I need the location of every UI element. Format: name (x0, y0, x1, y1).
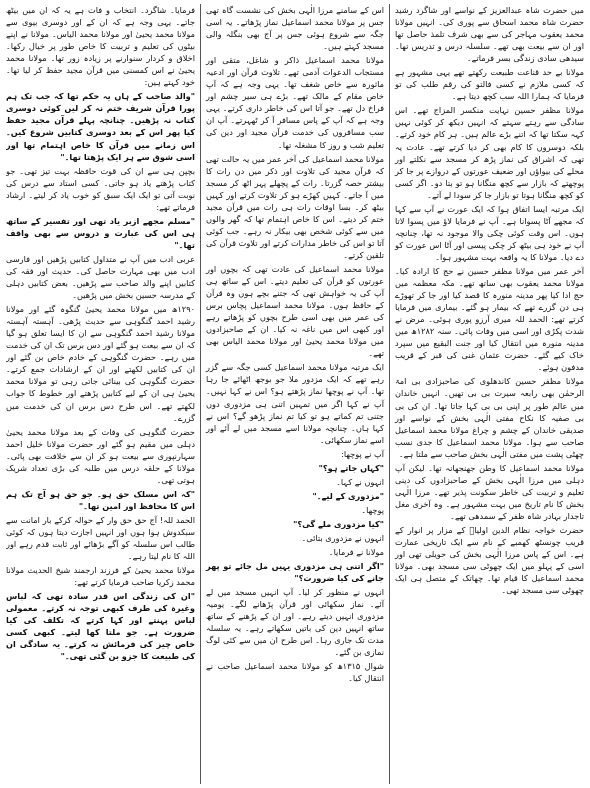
dialogue-quote: "اگر اتنی ہی مزدوری یہیں مل جائے تو پھر جانے کی کیا ضرورت؟" (206, 561, 384, 584)
dialogue-line: انہوں نے کہا۔ (336, 476, 384, 487)
paragraph: مولانا محمد یحییٰ کے فرزند ارجمند شیخ الحدیث مولانا محمد زکریا صاحب فرمایا کرتے تھے: (6, 565, 195, 588)
dialogue-quote: "کہاں جاتے ہو؟" (318, 462, 384, 473)
paragraph: مولانا محمد اسماعیل کا وطن جھنجھانہ تھا۔ لیکن آپ دہلی میں مرزا الٰہی بخش کے صاحبزادوں کی دینی تعلیم و تربیت کی خاطر سکونت پذیر تھے۔ مرزا الٰہی بخش کا نام تاریخ میں بہت مشہور ہے۔ وہ آخری مغل تاجدار بہادر شاہ ظفر کے سمدھی تھے۔ (395, 462, 584, 521)
paragraph: ۱۲۹۰ھ میں مولانا محمد یحییٰ گنگوہ گئے اور مولانا رشید احمد گنگوہی سے حدیث پڑھی۔ آہستہ آہستہ مولانا رشید احمد گنگوہی سے ان کا ایسا تعلق ہو گیا کہ ان سے بیعت ہو گئے اور دس برس تک ان کی خدمت میں رہے۔ حضرت گنگوہی کے خادم خاص بن گئے اور ان کی کتابیں لکھتے اور ان کے ارشادات جمع کرتے۔ حضرت گنگوہی کی بینائی جاتی رہی تو مولانا محمد یحییٰ ہی ان کے لیے کتابیں پڑھتے اور خطوط کا جواب لکھتے تھے۔ اس طرح دس برس ان کی خدمت میں گزرے۔ (6, 304, 195, 423)
block-quote: "مسلم مجھے ازبر یاد تھی اور تفسیر کے ساتھ ہی اس کی عبارت و دروس سے بھی واقف تھا۔" (6, 215, 195, 250)
block-quote: "والد صاحب کے ہاں یہ حکم تھا کہ جب تک ہم پورا قرآن شریف ختم نہ کر لیں کوئی دوسری کتاب نہ پڑھیں۔ چنانچہ پہلے قرآن مجید حفظ کیا پھر اس کے بعد دوسری کتابیں شروع کیں۔ اس زمانے میں قرآن کا خاص اہتمام تھا اور اسی شوق سے ہر ایک پڑھتا تھا۔" (6, 91, 195, 162)
paragraph: بچپن ہی سے ان کی قوت حافظہ بہت تیز تھی۔ جو کتاب پڑھتے یاد ہو جاتی۔ کسی استاد سے درس کی نوبت آتی تو ایک ایک سبق کو خوب یاد کر لیتے۔ ارشاد فرماتے تھے: (6, 165, 195, 212)
paragraph: عربی ادب میں آپ نے متداول کتابیں پڑھیں اور فارسی ادب میں بھی مہارت حاصل کی۔ حدیث اور فقہ کی کتابیں اپنے والد صاحب سے پڑھیں۔ بعض کتابیں دہلی کے مدرسہ حسین بخش میں پڑھیں۔ (6, 253, 195, 301)
dialogue-quote: "کیا مزدوری ملے گی؟" (293, 518, 384, 529)
dialogue-line: پوچھا۔ (361, 504, 384, 515)
dialogue-line: انہوں نے مزدوری بتائی۔ (301, 532, 384, 543)
paragraph: ایک مرتبہ ایسا اتفاق ہوا کہ ایک عورت نے آپ سے کہا کہ مجھے آٹا پسوانا ہے۔ آپ نے فرمایا لاؤ میں پسوا لاتا ہوں۔ اس وقت کوئی چکی والا موجود نہ تھا، چنانچہ آپ نے خود ہی بیٹھ کر چکی پیسی اور آٹا اس عورت کو دے دیا۔ مولانا کا یہ واقعہ بہت مشہور ہوا۔ (395, 203, 584, 262)
paragraph: مولانا محمد اسماعیل ذاکر و شاغل، متقی اور مستجاب الدعوات آدمی تھے۔ تلاوت قرآن اور ادعیہ ماثورہ سے خاص شغف تھا۔ یہی وجہ ہے کہ آپ خاص مقام کے مالک تھے۔ بڑے ہی سیر چشم اور فراخ دل تھے۔ جو آتا اس کی خاطر داری کرتے۔ یہی وجہ ہے کہ آپ کے پاس مسافر آ کر ٹھہرتے۔ آپ ان سب مسافروں کی خدمت قرآن مجید اور دین کی تعلیم شب و روز کا مشغلہ تھا۔ (206, 55, 384, 150)
block-quote: "کہ اس مسلک حق ہو۔ جو حق ہو آج تک ہم اس کا محافظ اور امین تھا۔" (6, 488, 195, 511)
dialogue-quote: "مزدوری کے لیے۔" (312, 490, 384, 501)
block-quote: "ان کی زندگی اس قدر سادہ تھی کہ لباس وغیرہ کی طرف کبھی توجہ نہ کرتے۔ معمولی لباس پہنتے اور کہا کرتے کہ تکلف کی کیا ضرورت ہے۔ جو ملتا کھا لیتے۔ کبھی کسی خاص چیز کی فرمائش نہ کرتے۔ یہ سادگی ان کی طبیعت کا جزو بن گئی تھی۔" (6, 591, 195, 662)
paragraph: فرمایا۔ شاگرد۔ انتخاب و فات ہے یہ کہ ان میں بیٹھ جاتے۔ یہی وجہ ہے کہ ان کے اور دوسری بیوی سے مولانا محمد یحییٰ اور مولانا محمد الیاس۔ مولانا نے اپنے بیٹوں کی تعلیم و تربیت کا خاص طور پر خیال رکھا۔ اخلاق و کردار سنوارنے پر زیادہ زور تھا۔ مولانا محمد یحییٰ نے اس کمسنی میں قرآن مجید حفظ کر لیا تھا۔ خود کہتے ہیں: (6, 5, 195, 88)
paragraph: شوال ۱۳۱۵ھ کو مولانا محمد اسماعیل صاحب نے انتقال کیا۔ (206, 661, 384, 684)
column-left (6, 4, 200, 784)
column-right (390, 4, 584, 784)
paragraph: انہوں نے منظور کر لیا۔ آپ انہیں مسجد میں لے آئے۔ نماز سکھائی اور قرآن پڑھانے لگے۔ یومیہ مزدوری انہیں دیتے رہے۔ اور ان کے پڑھنے کے ساتھ ساتھ انہیں دین کی باتیں سکھاتے رہے۔ یہ سلسلہ مدت تک جاری رہا۔ اس طرح ان میں سے کئی لوگ نمازی بن گئے۔ (206, 587, 384, 658)
paragraph: حضرت گنگوہی کی وفات کے بعد مولانا محمد یحییٰ دہلی میں مقیم ہو گئے اور حضرت مولانا خلیل احمد سہارنپوری سے بیعت ہو کر ان سے خلافت بھی پائی۔ مولانا کے حلقہ درس میں طلبہ کی بڑی تعداد شریک ہوتی تھی۔ (6, 426, 195, 485)
paragraph: اس کے سامنے مرزا الٰہی بخش کی نشست گاہ تھی جس پر مولانا محمد اسماعیل نماز پڑھاتے۔ یہ اسی جگہ سے شروع ہوئی جس پر آج بھی بنگلہ والی مسجد کہتے ہیں۔ (206, 5, 384, 52)
paragraph: الحمد للہ! آج حق حق وار کے حوالہ کرکے بار امانت سے سبکدوش ہوا ہوں اور انہیں اجازت دیتا ہوں کہ کوئی طالب اس سلسلہ کو آگے بڑھائے اور ثابت قدم رہے اور اللہ کا نام لیتا رہے۔ (6, 514, 195, 562)
paragraph: مولانا بے حد قناعت طبیعت رکھتے تھے یہی مشہور ہے کہ کسی ملازم نے کسی فالتو کی رقم طلب کی تو فرمایا کہ ہمارا اللہ سب کچھ دیتا ہے۔ (395, 67, 584, 102)
paragraph: مولانا محمد اسماعیل کی عادت تھی کہ بچوں اور عورتوں کو قرآن کی تعلیم دیتے۔ اس کے ساتھ ہی آپ کی یہ خواہش تھی کہ جتنے بچے ہوں وہ قرآن کے حافظ ہوں۔ مولانا محمد اسماعیل پچاس برس کی عمر میں بھی اسی طرح بچوں کو پڑھاتے رہے اور کبھی اس میں ناغہ نہ کیا۔ ان کے صاحبزادوں میں مولانا محمد یحییٰ اور مولانا محمد الیاس بھی تھے۔ (206, 263, 384, 359)
paragraph: حضرت خواجہ نظام الدین اولیاؒ کے مزار پر انوار کے قریب چونسٹھ کھمبے کے نام سے ایک تاریخی عمارت ہے۔ اس کے پاس مرزا الٰہی بخش کی حویلی تھی اور اسی کے پہلو میں ایک چھوٹی سی مسجد بھی۔ مولانا محمد اسماعیل کا قیام تھا۔ چھاتک کے متصل ہی ایک چھوٹی سی مسجد تھی۔ (395, 524, 584, 596)
column-middle (200, 4, 390, 784)
dialogue-line: مولانا نے فرمایا۔ (328, 547, 384, 558)
paragraph: آخر عمر میں مولانا مظفر حسین نے حج کا ارادہ کیا۔ مولانا محمد یعقوب بھی ساتھ تھے۔ مکہ معظمہ میں حج ادا کیا پھر مدینہ منورہ کا قصد کیا اور جا کر تھوڑے ہی دن گزرے تھے کہ بیمار ہو گئے۔ بیماری میں فرمایا کرتے تھے: الحمد للہ میری آرزو پوری ہوئی۔ مرض نے شدت پکڑی اور اسی میں وفات پائی۔ سنہ ۱۲۸۲ھ میں مدینہ منورہ میں انتقال کیا اور جنت البقیع میں سپرد خاک کیے گئے۔ حضرت عثمان غنی کی قبر کے قریب مدفون ہوئے۔ (395, 265, 584, 373)
paragraph: مولانا مظفر حسین کاندھلوی کی صاحبزادی بی امۃ الرحمٰن بھی رابعہ سیرت بی بی تھیں۔ انہیں خاندان میں عالم طور پر اپنی بی بی کہا جاتا تھا۔ ان کی بی بی صفیہ کا نکاح مفتی الٰہی بخش کے نواسے اور صدیقی خاندان کے چشم و چراغ مولانا محمد اسماعیل صاحب سے ہوا۔ مولانا محمد اسماعیل کا جدی نسب چھٹی پشت میں مفتی الٰہی بخش صاحب سے ملتا ہے۔ (395, 376, 584, 459)
paragraph: مولانا مظفر حسین نہایت منکسر المزاج تھے۔ اس سادگی سے رہتے سہتے کہ انہیں دیکھ کر کوئی نہیں کہہ سکتا تھا کہ اتنے بڑے عالم ہیں۔ ہر کام خود کرتے۔ بلکہ دوسروں کا کام بھی کر دیا کرتے تھے۔ عادت یہ تھی کہ اشراق کی نماز پڑھ کر مسجد سے نکلتے اور محلے کی بیواؤں اور ضعیف عورتوں کے دروازے پر جا کر پوچھتے کہ بازار سے کچھ منگانا ہو تو بتا دو۔ اگر کسی کو کچھ منگانا ہوتا تو بازار جا کر سودا لے آتے۔ (395, 105, 584, 200)
paragraph: ایک مرتبہ مولانا محمد اسماعیل کسی جگہ سے گزر رہے تھے کہ ایک مزدور ملا جو بوجھ اٹھائے جا رہا تھا۔ آپ نے پوچھا نماز پڑھتے ہو؟ اس نے کہا نہیں۔ آپ نے کہا اگر میں تمہیں اتنی ہی مزدوری دوں جتنی تم کماتے ہو تو کیا تم نماز پڑھو گے؟ اس نے کہا ہاں۔ چنانچہ مولانا اسے مسجد میں لے آئے اور اسے نماز سکھائی۔ (206, 362, 384, 445)
paragraph: میں حضرت شاہ عبدالعزیز کے نواسے اور شاگرد رشید حضرت شاہ محمد اسحاق سے پوری کی۔ انہیں مولانا محمد یعقوب مہاجر کی سے بھی شرف تلمذ حاصل تھا اور ان سے بیعت بھی تھے۔ سلسلہ درس و تدریس تھا۔ سیدھی سادی زندگی بسر فرماتے۔ (395, 5, 584, 64)
dialogue-line: آپ نے پوچھا: (341, 448, 384, 459)
paragraph: مولانا محمد اسماعیل کی آخر عمر میں یہ حالت تھی کہ قرآن مجید کی تلاوت اور ذکر میں دن رات کا بیشتر حصہ گزرتا۔ رات کے پچھلے پہر اٹھ کر مسجد میں آ جاتے۔ کہیں کھڑے ہو کر تلاوت کرتے اور کہیں بیٹھ کر۔ بسا اوقات رات ہی رات میں قرآن مجید ختم کر دیتے۔ اس کا خاص اہتمام تھا کہ گھر والوں میں سے کوئی شخص بھی بیکار نہ رہے۔ جب کوئی آتا تو اس کی خاطر مدارات کرتے اور تلاوت قرآن کی تلقین کرتے۔ (206, 153, 384, 260)
